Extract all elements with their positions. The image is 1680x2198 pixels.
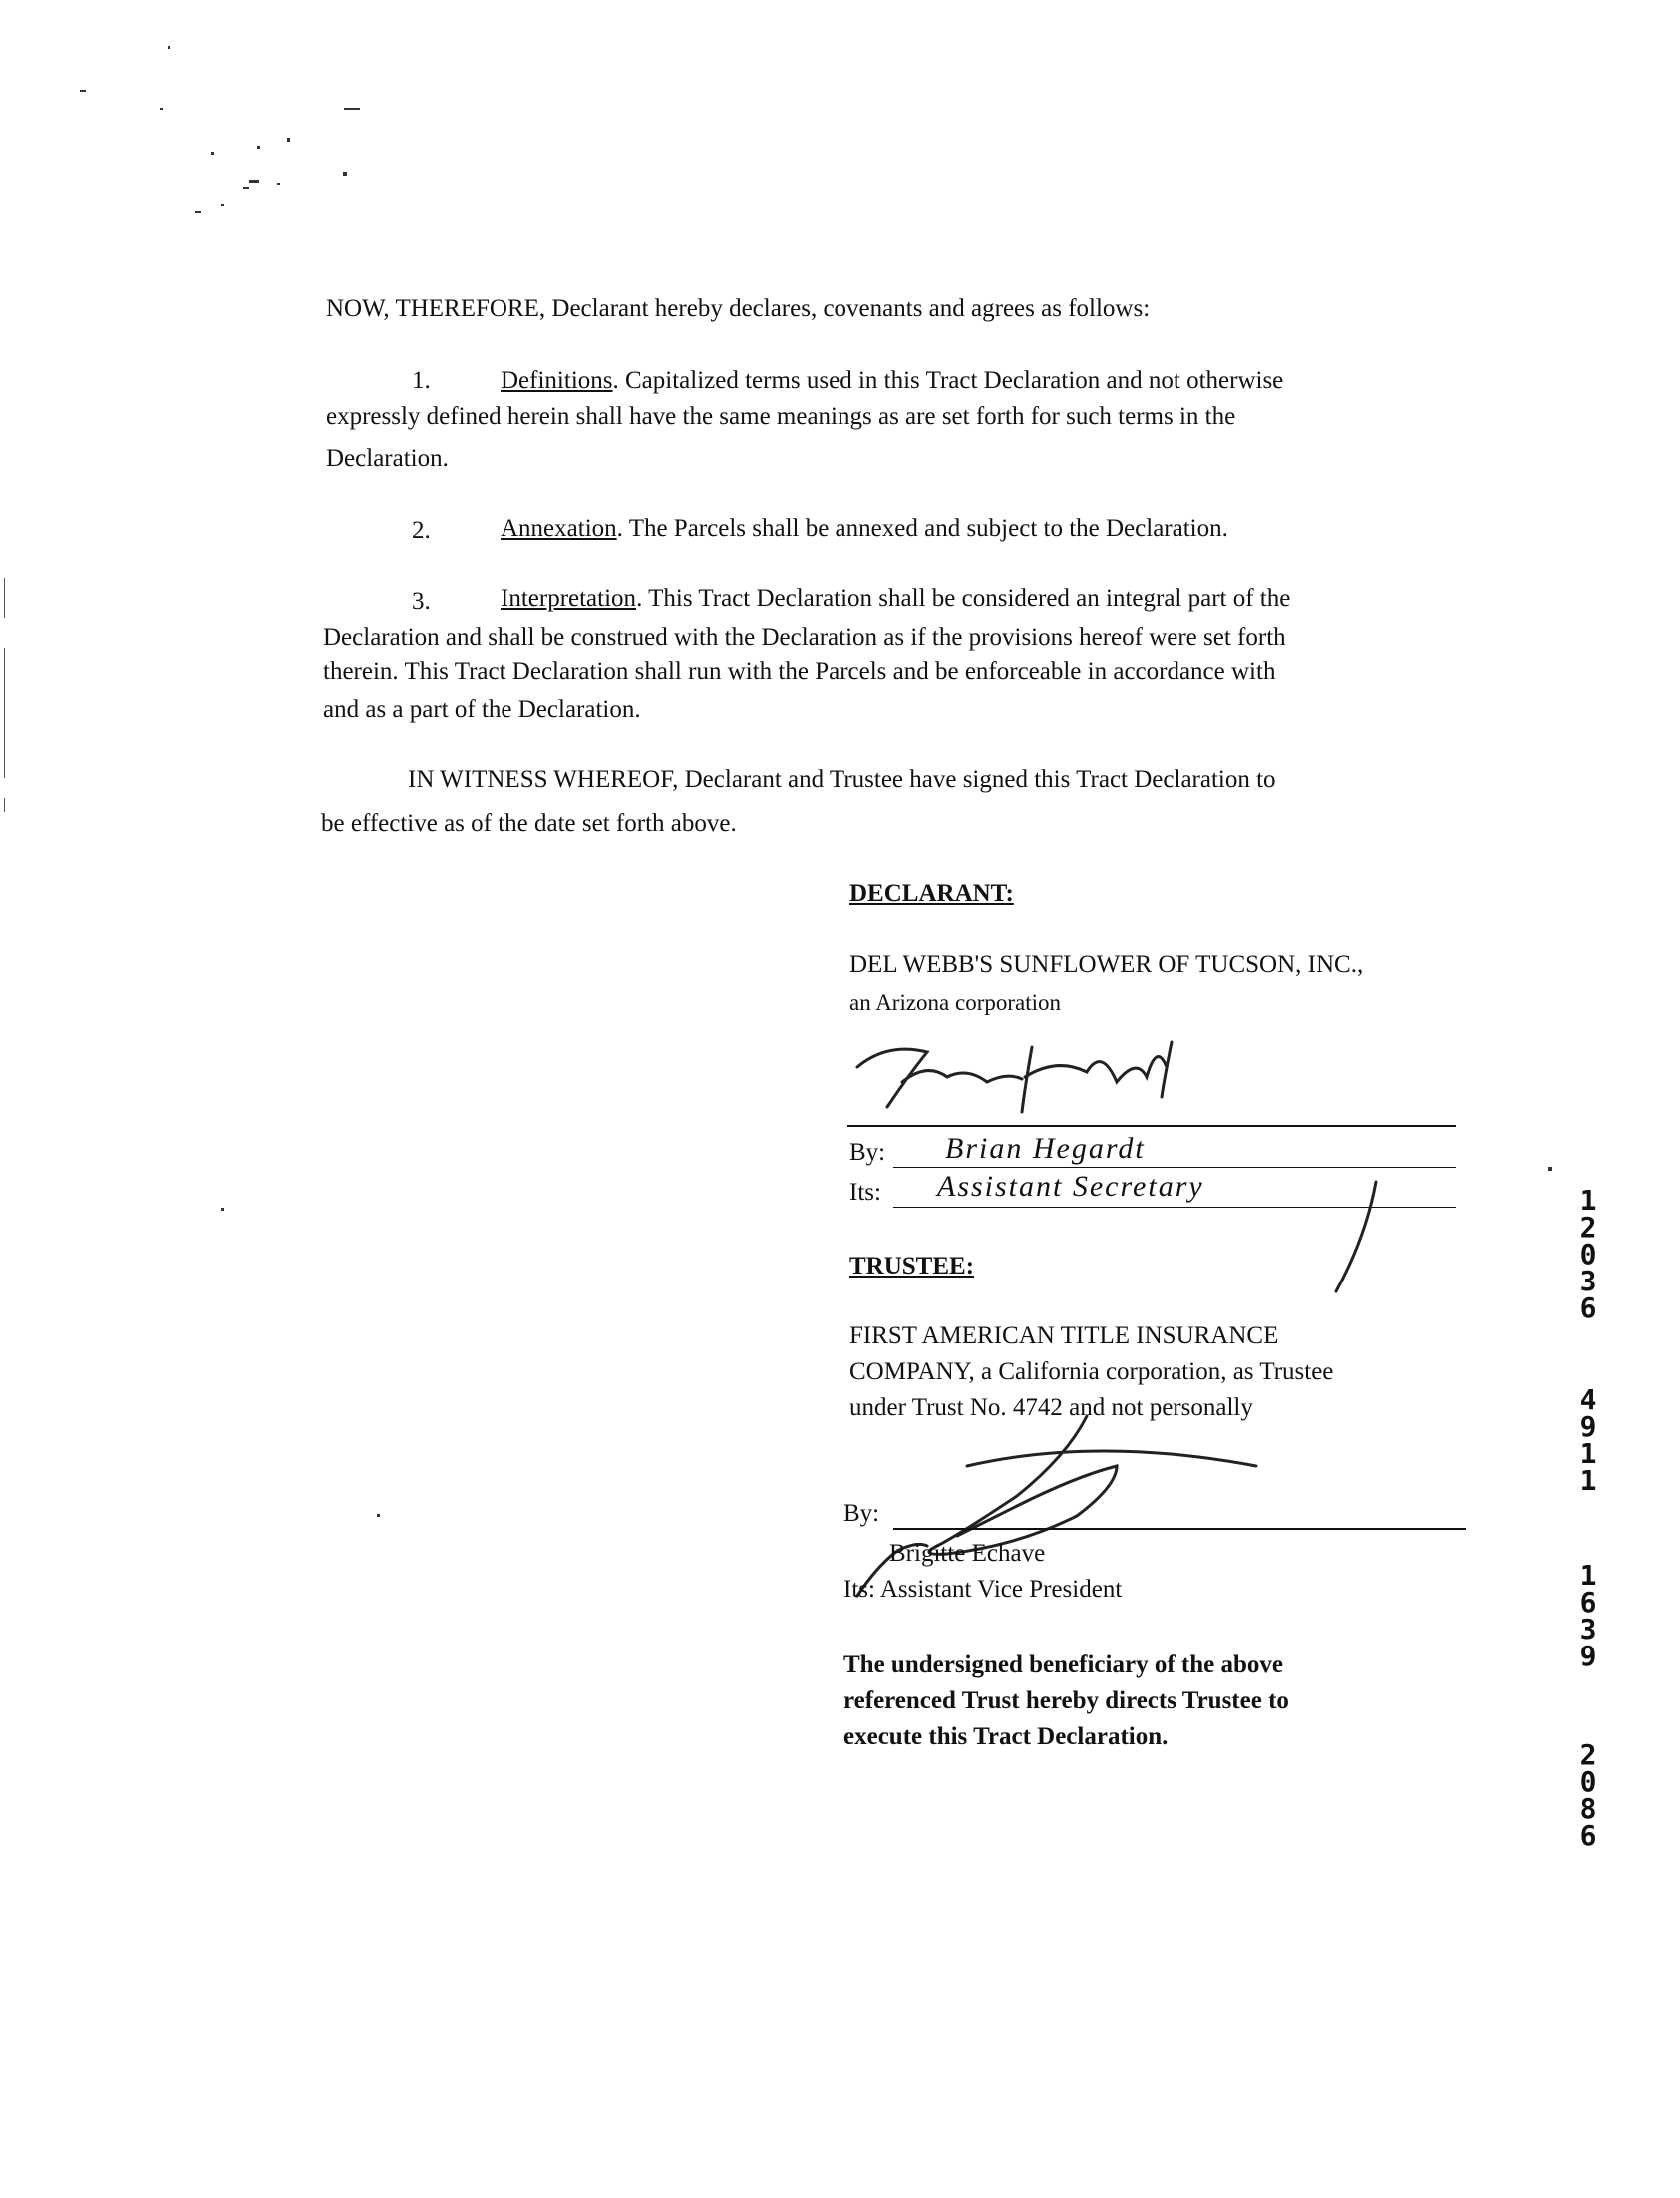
beneficiary-note-line-3: execute this Tract Declaration. bbox=[843, 1723, 1169, 1750]
declarant-its-value: Assistant Secretary bbox=[937, 1170, 1204, 1203]
declarant-by-line bbox=[893, 1167, 1456, 1168]
witness-line-2: be effective as of the date set forth above. bbox=[321, 810, 737, 837]
document-number-group-2: 4 9 1 1 bbox=[1579, 1383, 1597, 1497]
trustee-signer-name: Brigitte Echave bbox=[889, 1540, 1046, 1567]
declarant-by-label: By: bbox=[849, 1139, 886, 1166]
declarant-signature-line bbox=[847, 1125, 1456, 1127]
section-1-line-2: expressly defined herein shall have the same meanings as are set forth for such terms in the bbox=[326, 403, 1236, 430]
trustee-line-1: FIRST AMERICAN TITLE INSURANCE bbox=[849, 1322, 1279, 1349]
section-3-number: 3. bbox=[412, 588, 431, 615]
section-2-line-1: Annexation. The Parcels shall be annexed and subject to the Declaration. bbox=[501, 515, 1228, 542]
section-2-number: 2. bbox=[412, 517, 431, 544]
declarant-company: DEL WEBB'S SUNFLOWER OF TUCSON, INC., bbox=[849, 951, 1364, 978]
trustee-its-line: Its: Assistant Vice President bbox=[843, 1576, 1123, 1603]
document-number-group-1: 1 2 0 3 6 bbox=[1579, 1184, 1597, 1324]
document-number-group-3: 1 6 3 9 bbox=[1579, 1559, 1597, 1672]
section-3-line-3: therein. This Tract Declaration shall run with the Parcels and be enforceable in accordance with bbox=[323, 658, 1276, 685]
trustee-signature-line bbox=[893, 1528, 1466, 1530]
trustee-line-2: COMPANY, a California corporation, as Trustee bbox=[849, 1358, 1334, 1385]
declarant-its-label: Its: bbox=[849, 1179, 881, 1206]
section-2-title: Annexation bbox=[501, 515, 617, 542]
declarant-entity: an Arizona corporation bbox=[849, 990, 1062, 1015]
section-1-line-3: Declaration. bbox=[326, 445, 449, 472]
section-1-line-1: Definitions. Capitalized terms used in this Tract Declaration and not otherwise bbox=[501, 367, 1284, 394]
declarant-by-value: Brian Hegardt bbox=[945, 1132, 1146, 1165]
scan-margin-mark bbox=[4, 578, 5, 618]
beneficiary-note-line-1: The undersigned beneficiary of the above bbox=[843, 1651, 1283, 1678]
document-number-group-4: 2 0 8 6 bbox=[1579, 1738, 1597, 1852]
trustee-line-3: under Trust No. 4742 and not personally bbox=[849, 1394, 1253, 1421]
beneficiary-note-line-2: referenced Trust hereby directs Trustee to bbox=[843, 1687, 1289, 1714]
section-3-line-1: Interpretation. This Tract Declaration shall be considered an integral part of the bbox=[501, 585, 1291, 612]
declarant-heading: DECLARANT: bbox=[849, 880, 1014, 907]
scan-margin-mark bbox=[4, 648, 5, 778]
section-1-number: 1. bbox=[412, 367, 431, 394]
scan-margin-mark bbox=[4, 798, 5, 812]
witness-line-1: IN WITNESS WHEREOF, Declarant and Trustee have signed this Tract Declaration to bbox=[408, 766, 1276, 793]
trustee-heading: TRUSTEE: bbox=[849, 1253, 975, 1280]
signature-stroke bbox=[1326, 1177, 1386, 1296]
section-1-title: Definitions bbox=[501, 367, 613, 394]
section-3-line-2: Declaration and shall be construed with the Declaration as if the provisions hereof were set forth bbox=[323, 624, 1286, 651]
trustee-by-label: By: bbox=[843, 1500, 880, 1527]
declarant-signature bbox=[847, 1037, 1246, 1127]
section-3-line-4: and as a part of the Declaration. bbox=[323, 696, 641, 723]
section-3-title: Interpretation bbox=[501, 585, 637, 612]
intro-paragraph: NOW, THEREFORE, Declarant hereby declares, covenants and agrees as follows: bbox=[326, 295, 1151, 322]
